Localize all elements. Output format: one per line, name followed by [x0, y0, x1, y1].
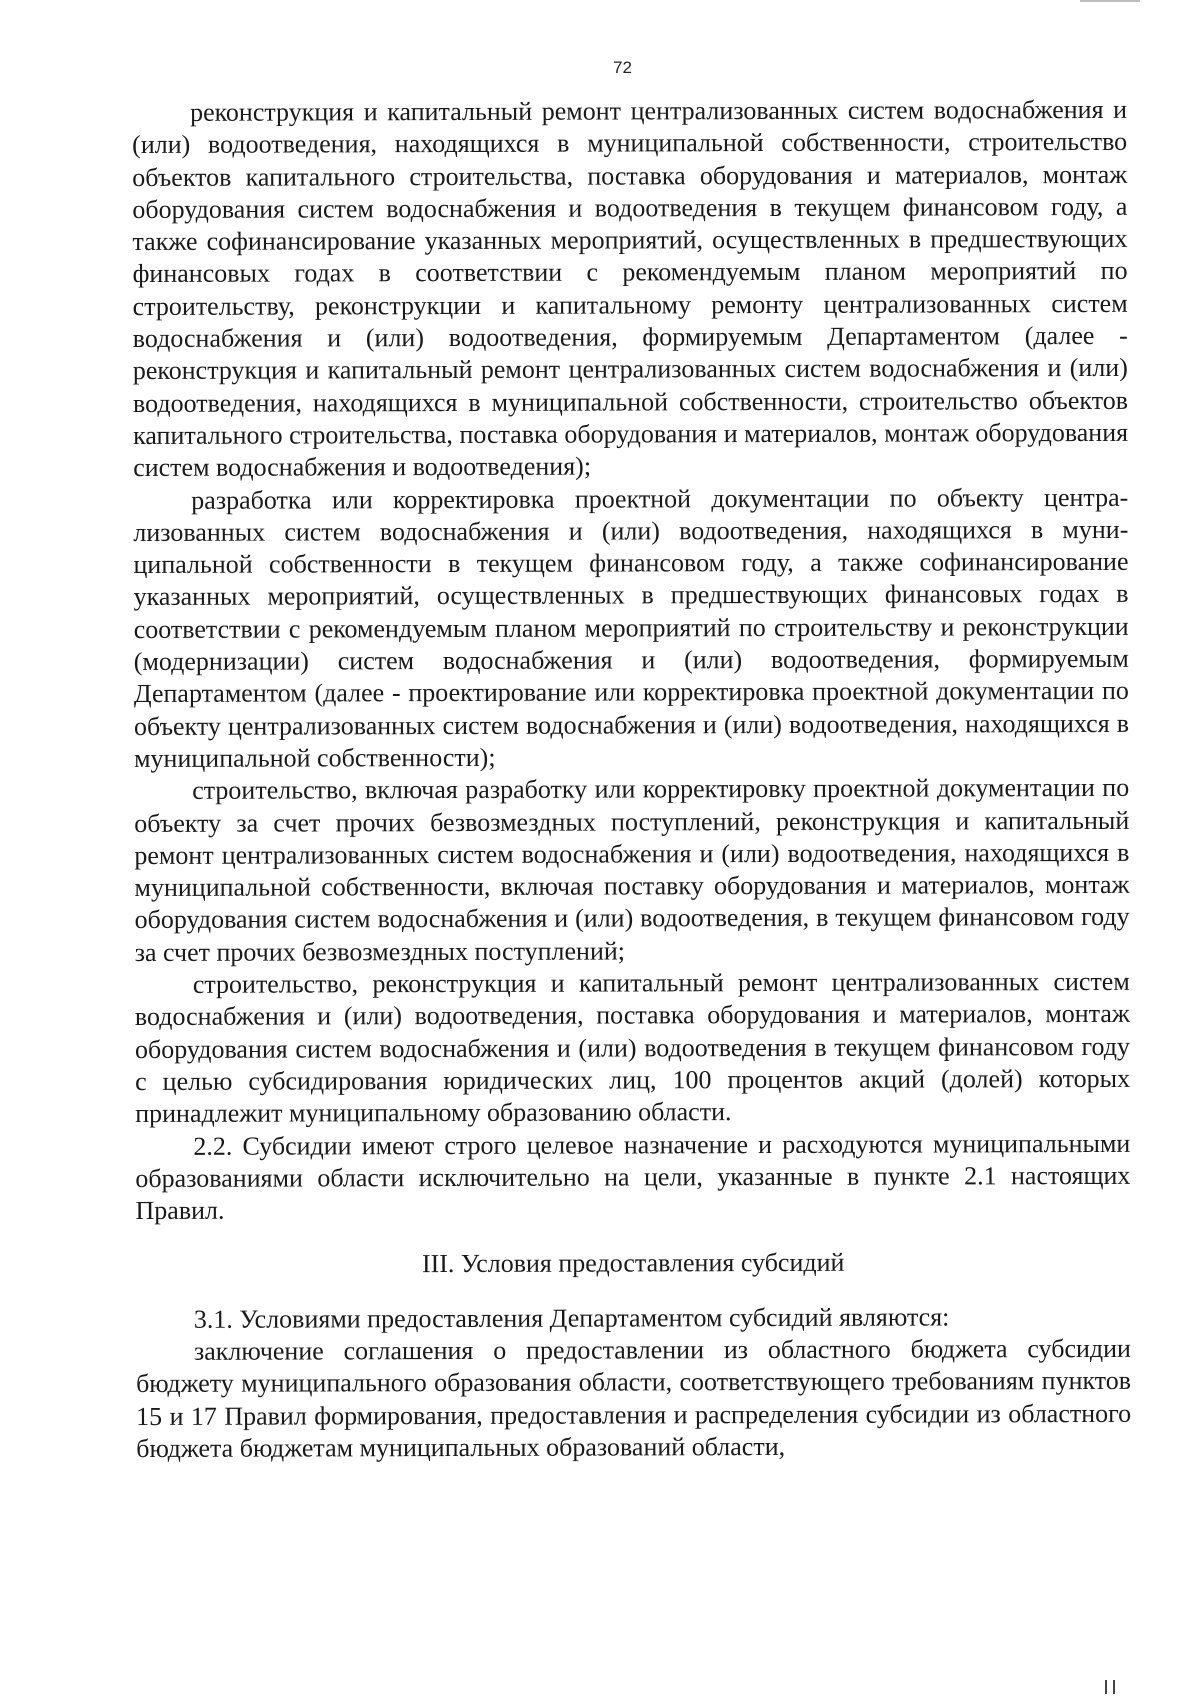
- paragraph-2-2: 2.2. Субсидии имеют строго целевое назначение и расходуются муниципальными образованиями области исключительно на цели, указанные в пункте 2.1 настоящих Правил.: [135, 1128, 1131, 1226]
- paragraph-design-documentation: разработка или корректировка проектной документации по объекту централизованных систем водоснабжения и (или) водоотведения, находящихся в муниципальной собственности в текущем финансовом году, а также софинансирование указанных мероприятий, осуществленных в предшествующих финансовых годах в соответствии с рекомендуемым планом мероприятий по строительству и реконструкции (модернизации) систем водоснабжения и (или) водоотведения, формируемым Департаментом (далее - проектирование или корректировка проектной документации по объекту централизованных систем водоснабжения и (или) водоотведения, находящихся в муниципальной собственности);: [133, 482, 1130, 773]
- paragraph-reconstruction: реконструкция и капитальный ремонт централизованных систем водоснабжения и (или) водоотведения, находящихся в муниципальной собственности, строительство объектов капитального строительства, поставка оборудования и материалов, монтаж оборудования систем водоснабжения и водоотведения в текущем финансовом году, а также софинансирование указанных мероприятий, осуществленных в предшествующих финансовых годах в соответствии с рекомендуемым планом мероприятий по строительству, реконструкции и капитальному ремонту централизованных систем водоснабжения и (или) водоотведения, формируемым Департаментом (далее - реконструкция и капитальный ремонт централизованных систем водоснабжения и (или) водоотведения, находящихся в муниципальной собственности, строительство объектов капитального строительства, поставка оборудования и материалов, монтаж оборудования систем водоснабжения и водоотведения);: [132, 94, 1129, 483]
- paragraph-agreement: заключение соглашения о предоставлении из областного бюджета субсидии бюджету муниципального образования области, соответствующего требованиям пунктов 15 и 17 Правил формирования, предоставления и распределения субсидии из областного бюджета бюджетам муниципальных образований области,: [135, 1333, 1132, 1463]
- page-number: 72: [613, 58, 632, 77]
- paragraph-construction-grants: строительство, включая разработку или корректировку проектной документации по объекту за счет прочих безвозмездных поступлений, реконструкция и капитальный ремонт централизованных систем водоснабжения и (или) водоотведения, находящихся в муниципальной собственности, включая поставку оборудования и материалов, монтаж оборудования систем водоснабжения и (или) водоотведения, в текущем финансовом году за счет прочих безвозмездных поступлений;: [134, 773, 1130, 967]
- paragraph-legal-entities: строительство, реконструкция и капитальный ремонт централизованных систем водоснабжения и (или) водоотведения, поставка оборудования и материалов, монтаж оборудования систем водоснабжения и (или) водоотведения в текущем финансовом году с целью субсидирования юридических лиц, 100 процентов акций (долей) которых принадлежит муниципальному образованию области.: [134, 966, 1131, 1129]
- scan-edge-mark: [1080, 0, 1140, 6]
- paragraph-3-1: 3.1. Условиями предоставления Департаментом субсидий являются:: [193, 1302, 950, 1334]
- document-body: [132, 94, 1131, 1465]
- section-title: III. Условия предоставления субсидий: [421, 1248, 845, 1279]
- scan-bottom-mark: [1105, 1680, 1129, 1694]
